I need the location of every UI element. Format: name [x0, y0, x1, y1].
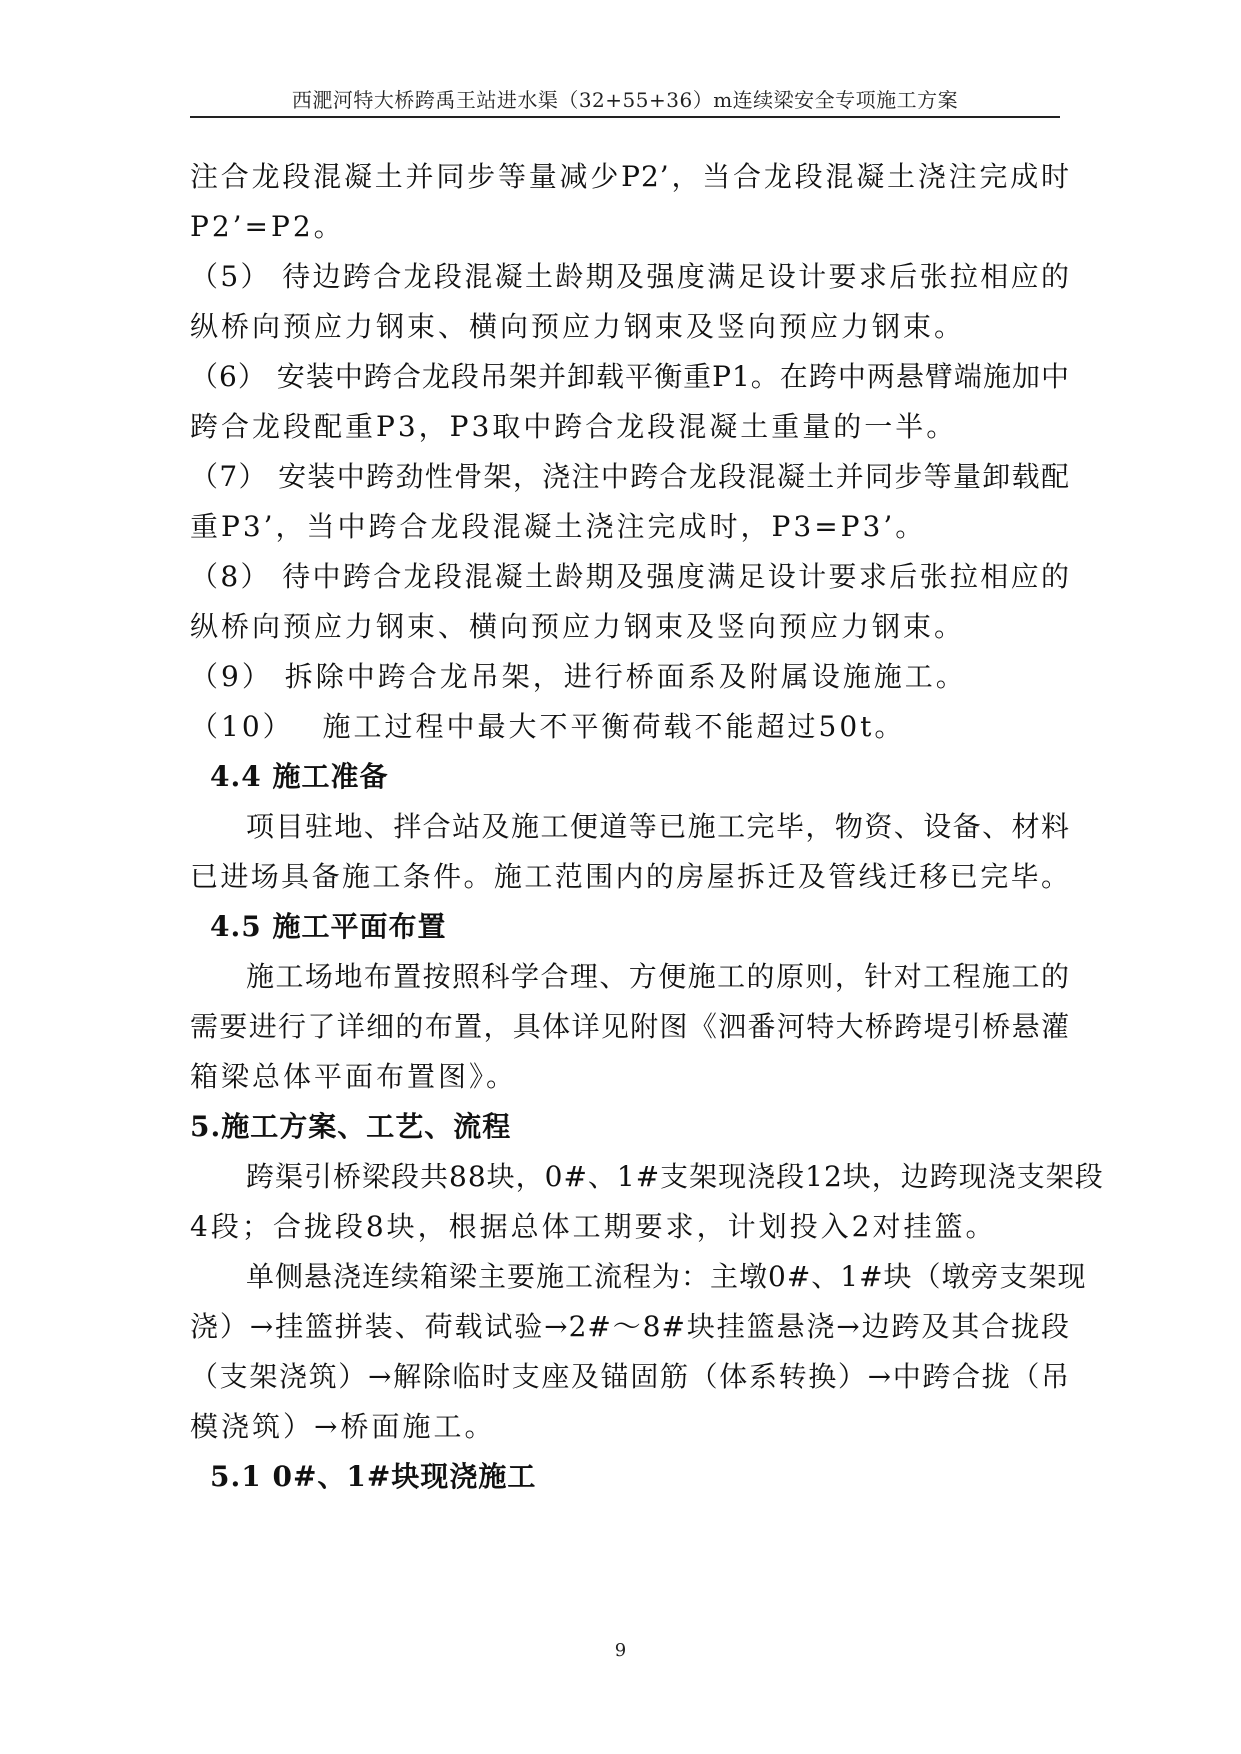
- section-heading: 4.4 施工准备: [210, 760, 389, 793]
- paragraph-first-line: 项目驻地、拌合站及施工便道等已施工完毕，物资、设备、材料: [246, 810, 1070, 843]
- body-line: 浇）→挂篮拼装、荷载试验→2#～8#块挂篮悬浇→边跨及其合拢段: [190, 1310, 1070, 1343]
- body-line: （8） 待中跨合龙段混凝土龄期及强度满足设计要求后张拉相应的: [190, 560, 1070, 593]
- page-body: [190, 152, 1104, 1502]
- body-line: 模浇筑）→桥面施工。: [190, 1410, 496, 1443]
- paragraph-first-line: 单侧悬浇连续箱梁主要施工流程为：主墩0#、1#块（墩旁支架现: [246, 1260, 1087, 1293]
- body-line: 跨合龙段配重P3，P3取中跨合龙段混凝土重量的一半。: [190, 410, 958, 443]
- page-number: 9: [614, 1640, 627, 1661]
- body-line: （6） 安装中跨合龙段吊架并卸载平衡重P1。在跨中两悬臂端施加中: [190, 360, 1070, 393]
- section-heading: 5.1 0#、1#块现浇施工: [210, 1460, 537, 1493]
- body-line: 重P3’，当中跨合龙段混凝土浇注完成时，P3=P3’。: [190, 510, 927, 543]
- body-line: （7） 安装中跨劲性骨架，浇注中跨合龙段混凝土并同步等量卸载配: [190, 460, 1070, 493]
- body-line: 箱梁总体平面布置图》。: [190, 1060, 518, 1093]
- body-line: 纵桥向预应力钢束、横向预应力钢束及竖向预应力钢束。: [190, 610, 966, 643]
- header-rule: [190, 116, 1060, 118]
- body-line: （10） 施工过程中最大不平衡荷载不能超过50t。: [190, 710, 906, 743]
- body-line: 4段；合拢段8块，根据总体工期要求，计划投入2对挂篮。: [190, 1210, 997, 1243]
- body-line: 需要进行了详细的布置，具体详见附图《泗番河特大桥跨堤引桥悬灌: [190, 1010, 1070, 1043]
- paragraph-first-line: 跨渠引桥梁段共88块，0#、1#支架现浇段12块，边跨现浇支架段: [246, 1160, 1104, 1193]
- section-heading: 4.5 施工平面布置: [210, 910, 447, 943]
- body-line: 注合龙段混凝土并同步等量减少P2’，当合龙段混凝土浇注完成时: [190, 160, 1070, 193]
- body-line: （5） 待边跨合龙段混凝土龄期及强度满足设计要求后张拉相应的: [190, 260, 1070, 293]
- body-line: （支架浇筑）→解除临时支座及锚固筋（体系转换）→中跨合拢（吊: [190, 1360, 1070, 1393]
- body-line: （9） 拆除中跨合龙吊架，进行桥面系及附属设施施工。: [190, 660, 967, 693]
- body-line: 纵桥向预应力钢束、横向预应力钢束及竖向预应力钢束。: [190, 310, 966, 343]
- chapter-heading: 5.施工方案、工艺、流程: [190, 1110, 512, 1143]
- paragraph-first-line: 施工场地布置按照科学合理、方便施工的原则，针对工程施工的: [246, 960, 1070, 993]
- body-line: 已进场具备施工条件。施工范围内的房屋拆迁及管线迁移已完毕。: [190, 860, 1070, 893]
- body-line: P2’=P2。: [190, 210, 345, 243]
- running-header: 西淝河特大桥跨禹王站进水渠（32+55+36）m连续梁安全专项施工方案: [291, 88, 959, 112]
